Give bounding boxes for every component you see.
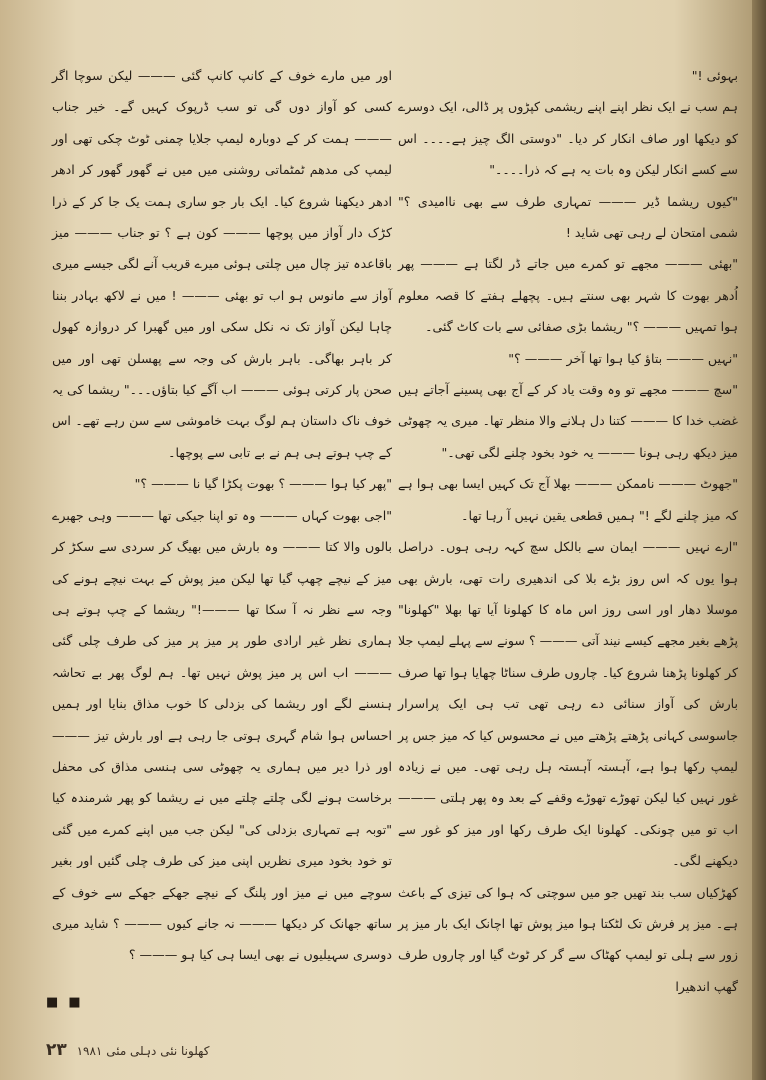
paragraph: کھڑکیاں سب بند تھیں جو میں سوچتی کہ ہوا کی تیزی کے باعث ہے۔ میز پر فرش تک لٹکتا ہوا میز پوش تھا اچانک ایک بار میز پر زور سے ہلی تو لیمپ کھٹاک سے گر کر ٹوٹ گیا اور چاروں طرف گھپ اندھیرا <box>398 884 738 994</box>
paragraph: بہوئی !" <box>691 68 738 83</box>
left-text-column <box>52 60 392 971</box>
page-binding-edge <box>752 0 766 1080</box>
paragraph: "جھوٹ ——— ناممکن ——— بھلا آج تک کہیں ایسا بھی ہوا ہے کہ میز چلنے لگے !" ہمیں قطعی یقین نہیں آ رہا تھا۔ <box>398 476 738 523</box>
paragraph: "نہیں ——— بتاؤ کیا ہوا تھا آخر ——— ؟" <box>508 350 738 366</box>
paragraph: "اجی بھوت کہاں ——— وہ تو اپنا جیکی تھا ——— وہی جھبرے بالوں والا کتا ——— وہ بارش میں بھیگ کر سردی سے سکڑ کر میز کے نیچے چھپ گیا تھا لیکن میز پوش کے بہت نیچے ہونے کی وجہ سے نظر نہ آ سکا تھا ———!" ریشما کے چپ ہوتے ہی ہماری نظر غیر ارادی طور پر میز پر میز کی طرف چلی گئی ——— اب اس پر میز پوش نہیں تھا۔ ہم لوگ پھر بے تحاشہ ہنسنے لگے اور ریشما کی بزدلی کا خوب مذاق بنایا اور ہمیں احساس ہوا شام گہری ہوتی جا رہی ہے اور بارش تیز ——— اور ذرا دیر میں ہماری یہ چھوٹی سی ہنسی مذاق کی محفل برخاست ہونے لگی چلتے چلتے میں نے ریشما کو پھر شرمندہ کیا "توبہ ہے تمہاری بزدلی کی" لیکن جب میں اپنے کمرے میں گئی تو خود بخود میری نظریں اپنی میز کی طرف چلی گئیں اور بغیر سوچے میں نے میز اور پلنگ کے نیچے جھکے جھکے سے خوف کے ساتھ جھانک کر دیکھا ——— نہ جانے کیوں ——— ؟ شاید میری دوسری سہیلیوں نے بھی ایسا ہی کیا ہو ——— ؟ <box>52 507 392 963</box>
paragraph: اور میں مارے خوف کے کانپ کانپ گئی ——— لیکن سوچا اگر کسی کو آواز دوں گی تو سب ڈرپوک کہیں گے۔ خیر جناب ——— ہمت کر کے دوبارہ لیمپ جلایا چمنی ٹوٹ چکی تھی اور لیمپ کی مدھم ٹمٹماتی روشنی میں میں نے گھور گھور کر ادھر ادھر دیکھنا شروع کیا۔ ایک بار جو ساری ہمت یک جا کر کے ذرا کڑک دار آواز میں پوچھا ——— کون ہے ؟ تو جناب ——— میز باقاعدہ تیز چال میں چلتی ہوئی میرے قریب آنے لگی جیسے میری آواز سے مانوس ہو اب تو بھئی ——— ! میں نے لاکھ بہادر بننا چاہا لیکن آواز تک نہ نکل سکی اور میں گھبرا کر دروازہ کھول کر باہر بھاگی۔ باہر بارش کی وجہ سے پھسلن تھی اور میں صحن پار کرتی ہوئی ——— اب آگے کیا بتاؤں۔۔۔" ریشما کی یہ خوف ناک داستان ہم لوگ بہت خاموشی سے سن رہے تھے۔ اس کے چپ ہوتے ہی ہم نے بے تابی سے پوچھا۔ <box>52 68 392 460</box>
paragraph: ہم سب نے ایک نظر اپنے اپنے ریشمی کپڑوں پر ڈالی، ایک دوسرے کو دیکھا اور صاف انکار کر دیا۔ "دوستی الگ چیز ہے۔۔۔۔ اس سے کسے انکار لیکن وہ بات یہ ہے کہ ذرا۔۔۔۔" <box>398 99 738 178</box>
paragraph: "پھر کیا ہوا ——— ؟ بھوت پکڑا گیا نا ——— ؟" <box>134 476 392 492</box>
paragraph: "سچ ——— مجھے تو وہ وقت یاد کر کے آج بھی پسینے آجاتے ہیں غضب خدا کا ——— کتنا دل ہلانے والا منظر تھا۔ میری یہ چھوٹی میز دیکھ رہی ہونا ——— یہ خود بخود چلنے لگی تھی۔" <box>398 382 738 460</box>
paragraph: "بھئی ——— مجھے تو کمرے میں جاتے ڈر لگتا ہے ——— پھر اُدھر بھوت کا شہر بھی سنتے ہیں۔ پچھلے ہفتے کا قصہ معلوم ہوا تمہیں ——— ؟" ریشما بڑی صفائی سے بات کاٹ گئی۔ <box>398 256 738 335</box>
paragraph: "ارے نہیں ——— ایمان سے بالکل سچ کہہ رہی ہوں۔ دراصل ہوا یوں کہ اس روز بڑے بلا کی اندھیری رات تھی، بارش بھی موسلا دھار اور اسی روز اس ماہ کا کھلونا آیا تھا بھلا "کھلونا" پڑھے بغیر مجھے کیسے نیند آتی ——— ؟ سونے سے پہلے لیمپ جلا کر کھلونا پڑھنا شروع کیا۔ چاروں طرف سناٹا چھایا ہوا تھا صرف بارش کی آواز سنائی دے رہی تھی تب ہی ایک پراسرار جاسوسی کہانی پڑھتے پڑھتے میں نے محسوس کیا کہ میز جس پر لیمپ رکھا ہوا ہے، آہستہ آہستہ ہل رہی تھی۔ میں نے زیادہ غور نہیں کیا لیکن تھوڑے تھوڑے وقفے کے بعد وہ پھر ہلتی ——— اب تو میں چونکی۔ کھلونا ایک طرف رکھا اور میز کو غور سے دیکھنے لگی۔ <box>398 539 738 869</box>
paragraph: "کیوں ریشما ڈیر ——— تمہاری طرف سے بھی ناامیدی ؟" شمی امتحان لے رہی تھی شاید ! <box>398 193 738 241</box>
page-footer <box>46 1040 209 1060</box>
magazine-name: کھلونا نئی دہلی مئی ۱۹۸۱ <box>76 1044 210 1058</box>
page-number: ۲۳ <box>46 1040 67 1060</box>
story-end-mark: ■ ■ <box>46 995 84 1010</box>
right-text-column <box>398 60 738 1002</box>
